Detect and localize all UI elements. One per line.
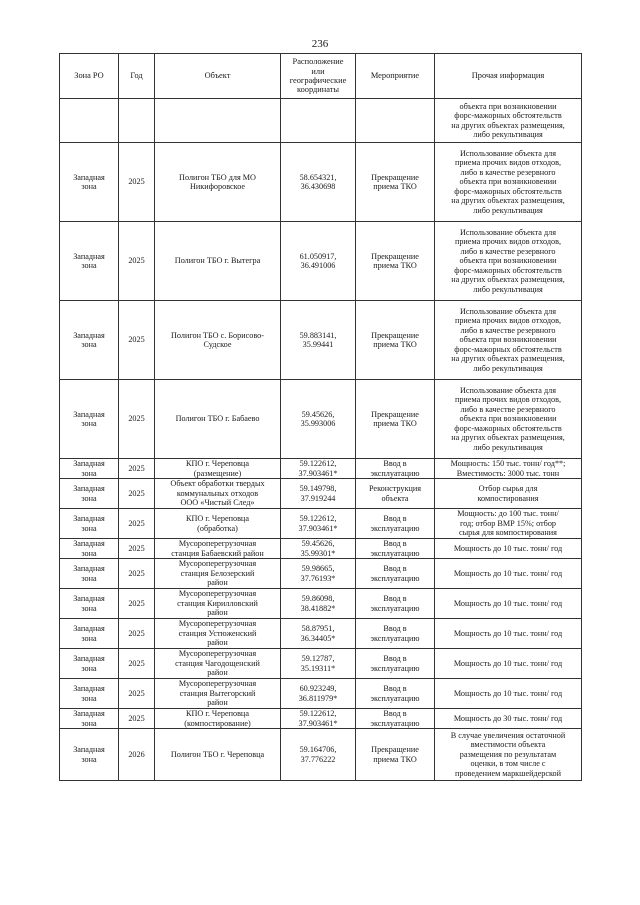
table-header-row bbox=[60, 54, 582, 99]
cell-zone: Западная зона bbox=[60, 729, 119, 781]
header-year: Год bbox=[119, 54, 155, 99]
cell-other: Мощность до 10 тыс. тонн/ год bbox=[435, 649, 582, 679]
cell-event bbox=[356, 99, 435, 143]
table-row bbox=[60, 729, 582, 781]
cell-zone: Западная зона bbox=[60, 539, 119, 559]
header-other: Прочая информация bbox=[435, 54, 582, 99]
cell-location: 59.883141, 35.99441 bbox=[281, 301, 356, 380]
cell-object: Мусороперегрузочная станция Вытегорский район bbox=[155, 679, 281, 709]
cell-object: Полигон ТБО г. Бабаево bbox=[155, 380, 281, 459]
cell-object: Полигон ТБО для МО Никифоровское bbox=[155, 143, 281, 222]
table-row bbox=[60, 222, 582, 301]
cell-location: 59.122612, 37.903461* bbox=[281, 459, 356, 479]
cell-year: 2025 bbox=[119, 459, 155, 479]
cell-location: 60.923249, 36.811979* bbox=[281, 679, 356, 709]
table-row bbox=[60, 301, 582, 380]
header-object: Объект bbox=[155, 54, 281, 99]
cell-location: 59.45626, 35.993006 bbox=[281, 380, 356, 459]
cell-location: 59.45626, 35.99301* bbox=[281, 539, 356, 559]
header-event: Мероприятие bbox=[356, 54, 435, 99]
cell-zone: Западная зона bbox=[60, 459, 119, 479]
cell-event: Ввод в эксплуатацию bbox=[356, 459, 435, 479]
cell-event: Реконструкция объекта bbox=[356, 479, 435, 509]
cell-event: Прекращение приема ТКО bbox=[356, 143, 435, 222]
cell-zone: Западная зона bbox=[60, 589, 119, 619]
cell-event: Прекращение приема ТКО bbox=[356, 301, 435, 380]
cell-event: Ввод в эксплуатацию bbox=[356, 509, 435, 539]
cell-location: 59.122612, 37.903461* bbox=[281, 709, 356, 729]
cell-location: 59.12787, 35.19311* bbox=[281, 649, 356, 679]
cell-object bbox=[155, 99, 281, 143]
cell-location: 59.86098, 38.41882* bbox=[281, 589, 356, 619]
table-row bbox=[60, 559, 582, 589]
cell-year: 2025 bbox=[119, 479, 155, 509]
table-row bbox=[60, 143, 582, 222]
header-zone: Зона РО bbox=[60, 54, 119, 99]
cell-other: В случае увеличения остаточной вместимости объекта размещения по результатам оценки, в том числе с проведением маркшейдерской bbox=[435, 729, 582, 781]
table-row bbox=[60, 509, 582, 539]
cell-location: 61.050917, 36.491006 bbox=[281, 222, 356, 301]
cell-event: Ввод в эксплуатацию bbox=[356, 619, 435, 649]
table-row bbox=[60, 479, 582, 509]
cell-object: КПО г. Череповца (обработка) bbox=[155, 509, 281, 539]
waste-facilities-table bbox=[59, 53, 582, 781]
cell-other: Мощность: 150 тыс. тонн/ год**; Вместимость: 3000 тыс. тонн bbox=[435, 459, 582, 479]
cell-location: 59.164706, 37.776222 bbox=[281, 729, 356, 781]
cell-other: Использование объекта для приема прочих видов отходов, либо в качестве резервного объекта при возникновении форс-мажорных обстоятельств на других объектах размещения, либо рекультивация bbox=[435, 380, 582, 459]
cell-year bbox=[119, 99, 155, 143]
table-row bbox=[60, 679, 582, 709]
cell-year: 2025 bbox=[119, 619, 155, 649]
table-row bbox=[60, 539, 582, 559]
cell-event: Ввод в эксплуатацию bbox=[356, 679, 435, 709]
cell-location: 58.87951, 36.34405* bbox=[281, 619, 356, 649]
cell-event: Ввод в эксплуатацию bbox=[356, 649, 435, 679]
cell-location: 58.654321, 36.430698 bbox=[281, 143, 356, 222]
table-row bbox=[60, 459, 582, 479]
cell-other: Использование объекта для приема прочих видов отходов, либо в качестве резервного объекта при возникновении форс-мажорных обстоятельств на других объектах размещения, либо рекультивация bbox=[435, 301, 582, 380]
cell-object: КПО г. Череповца (размещение) bbox=[155, 459, 281, 479]
table-row bbox=[60, 649, 582, 679]
cell-zone: Западная зона bbox=[60, 380, 119, 459]
cell-year: 2025 bbox=[119, 589, 155, 619]
cell-event: Ввод в эксплуатацию bbox=[356, 589, 435, 619]
cell-year: 2025 bbox=[119, 709, 155, 729]
cell-other: Мощность до 10 тыс. тонн/ год bbox=[435, 679, 582, 709]
cell-zone: Западная зона bbox=[60, 709, 119, 729]
cell-zone bbox=[60, 99, 119, 143]
cell-location bbox=[281, 99, 356, 143]
cell-zone: Западная зона bbox=[60, 559, 119, 589]
cell-zone: Западная зона bbox=[60, 649, 119, 679]
cell-event: Ввод в эксплуатацию bbox=[356, 709, 435, 729]
cell-year: 2025 bbox=[119, 539, 155, 559]
page-number: 236 bbox=[311, 38, 329, 50]
table-row bbox=[60, 709, 582, 729]
cell-other: Мощность до 10 тыс. тонн/ год bbox=[435, 589, 582, 619]
cell-zone: Западная зона bbox=[60, 679, 119, 709]
cell-other: Мощность до 10 тыс. тонн/ год bbox=[435, 539, 582, 559]
cell-zone: Западная зона bbox=[60, 479, 119, 509]
cell-other: Мощность до 30 тыс. тонн/ год bbox=[435, 709, 582, 729]
cell-other: объекта при возникновении форс-мажорных обстоятельств на других объектах размещения, либо рекультивация bbox=[435, 99, 582, 143]
cell-location: 59.149798, 37.919244 bbox=[281, 479, 356, 509]
cell-object: Объект обработки твердых коммунальных отходов ООО «Чистый След» bbox=[155, 479, 281, 509]
cell-year: 2025 bbox=[119, 301, 155, 380]
cell-object: Полигон ТБО г. Вытегра bbox=[155, 222, 281, 301]
cell-location: 59.98665, 37.76193* bbox=[281, 559, 356, 589]
cell-other: Отбор сырья для компостирования bbox=[435, 479, 582, 509]
table-row bbox=[60, 99, 582, 143]
cell-year: 2025 bbox=[119, 559, 155, 589]
cell-year: 2025 bbox=[119, 649, 155, 679]
cell-object: КПО г. Череповца (компостирование) bbox=[155, 709, 281, 729]
cell-other: Использование объекта для приема прочих видов отходов, либо в качестве резервного объекта при возникновении форс-мажорных обстоятельств на других объектах размещения, либо рекультивация bbox=[435, 222, 582, 301]
header-location: Расположение или географические координаты bbox=[281, 54, 356, 99]
cell-object: Мусороперегрузочная станция Бабаевский район bbox=[155, 539, 281, 559]
cell-zone: Западная зона bbox=[60, 619, 119, 649]
table-row bbox=[60, 589, 582, 619]
cell-object: Мусороперегрузочная станция Устюженский район bbox=[155, 619, 281, 649]
cell-zone: Западная зона bbox=[60, 509, 119, 539]
cell-event: Прекращение приема ТКО bbox=[356, 222, 435, 301]
cell-year: 2025 bbox=[119, 509, 155, 539]
cell-event: Прекращение приема ТКО bbox=[356, 729, 435, 781]
cell-zone: Западная зона bbox=[60, 143, 119, 222]
cell-other: Использование объекта для приема прочих видов отходов, либо в качестве резервного объекта при возникновении форс-мажорных обстоятельств на других объектах размещения, либо рекультивация bbox=[435, 143, 582, 222]
cell-other: Мощность: до 100 тыс. тонн/ год; отбор ВМР 15%; отбор сырья для компостирования bbox=[435, 509, 582, 539]
cell-zone: Западная зона bbox=[60, 222, 119, 301]
cell-year: 2025 bbox=[119, 380, 155, 459]
cell-location: 59.122612, 37.903461* bbox=[281, 509, 356, 539]
cell-object: Мусороперегрузочная станция Кирилловский район bbox=[155, 589, 281, 619]
cell-event: Ввод в эксплуатацию bbox=[356, 559, 435, 589]
table-row bbox=[60, 619, 582, 649]
cell-object: Полигон ТБО с. Борисово- Судское bbox=[155, 301, 281, 380]
table-row bbox=[60, 380, 582, 459]
cell-year: 2025 bbox=[119, 143, 155, 222]
cell-object: Полигон ТБО г. Череповца bbox=[155, 729, 281, 781]
cell-object: Мусороперегрузочная станция Белозерский район bbox=[155, 559, 281, 589]
cell-other: Мощность до 10 тыс. тонн/ год bbox=[435, 559, 582, 589]
cell-year: 2025 bbox=[119, 679, 155, 709]
cell-other: Мощность до 10 тыс. тонн/ год bbox=[435, 619, 582, 649]
cell-event: Ввод в эксплуатацию bbox=[356, 539, 435, 559]
cell-year: 2026 bbox=[119, 729, 155, 781]
cell-event: Прекращение приема ТКО bbox=[356, 380, 435, 459]
cell-zone: Западная зона bbox=[60, 301, 119, 380]
cell-year: 2025 bbox=[119, 222, 155, 301]
cell-object: Мусороперегрузочная станция Чагодощенский район bbox=[155, 649, 281, 679]
